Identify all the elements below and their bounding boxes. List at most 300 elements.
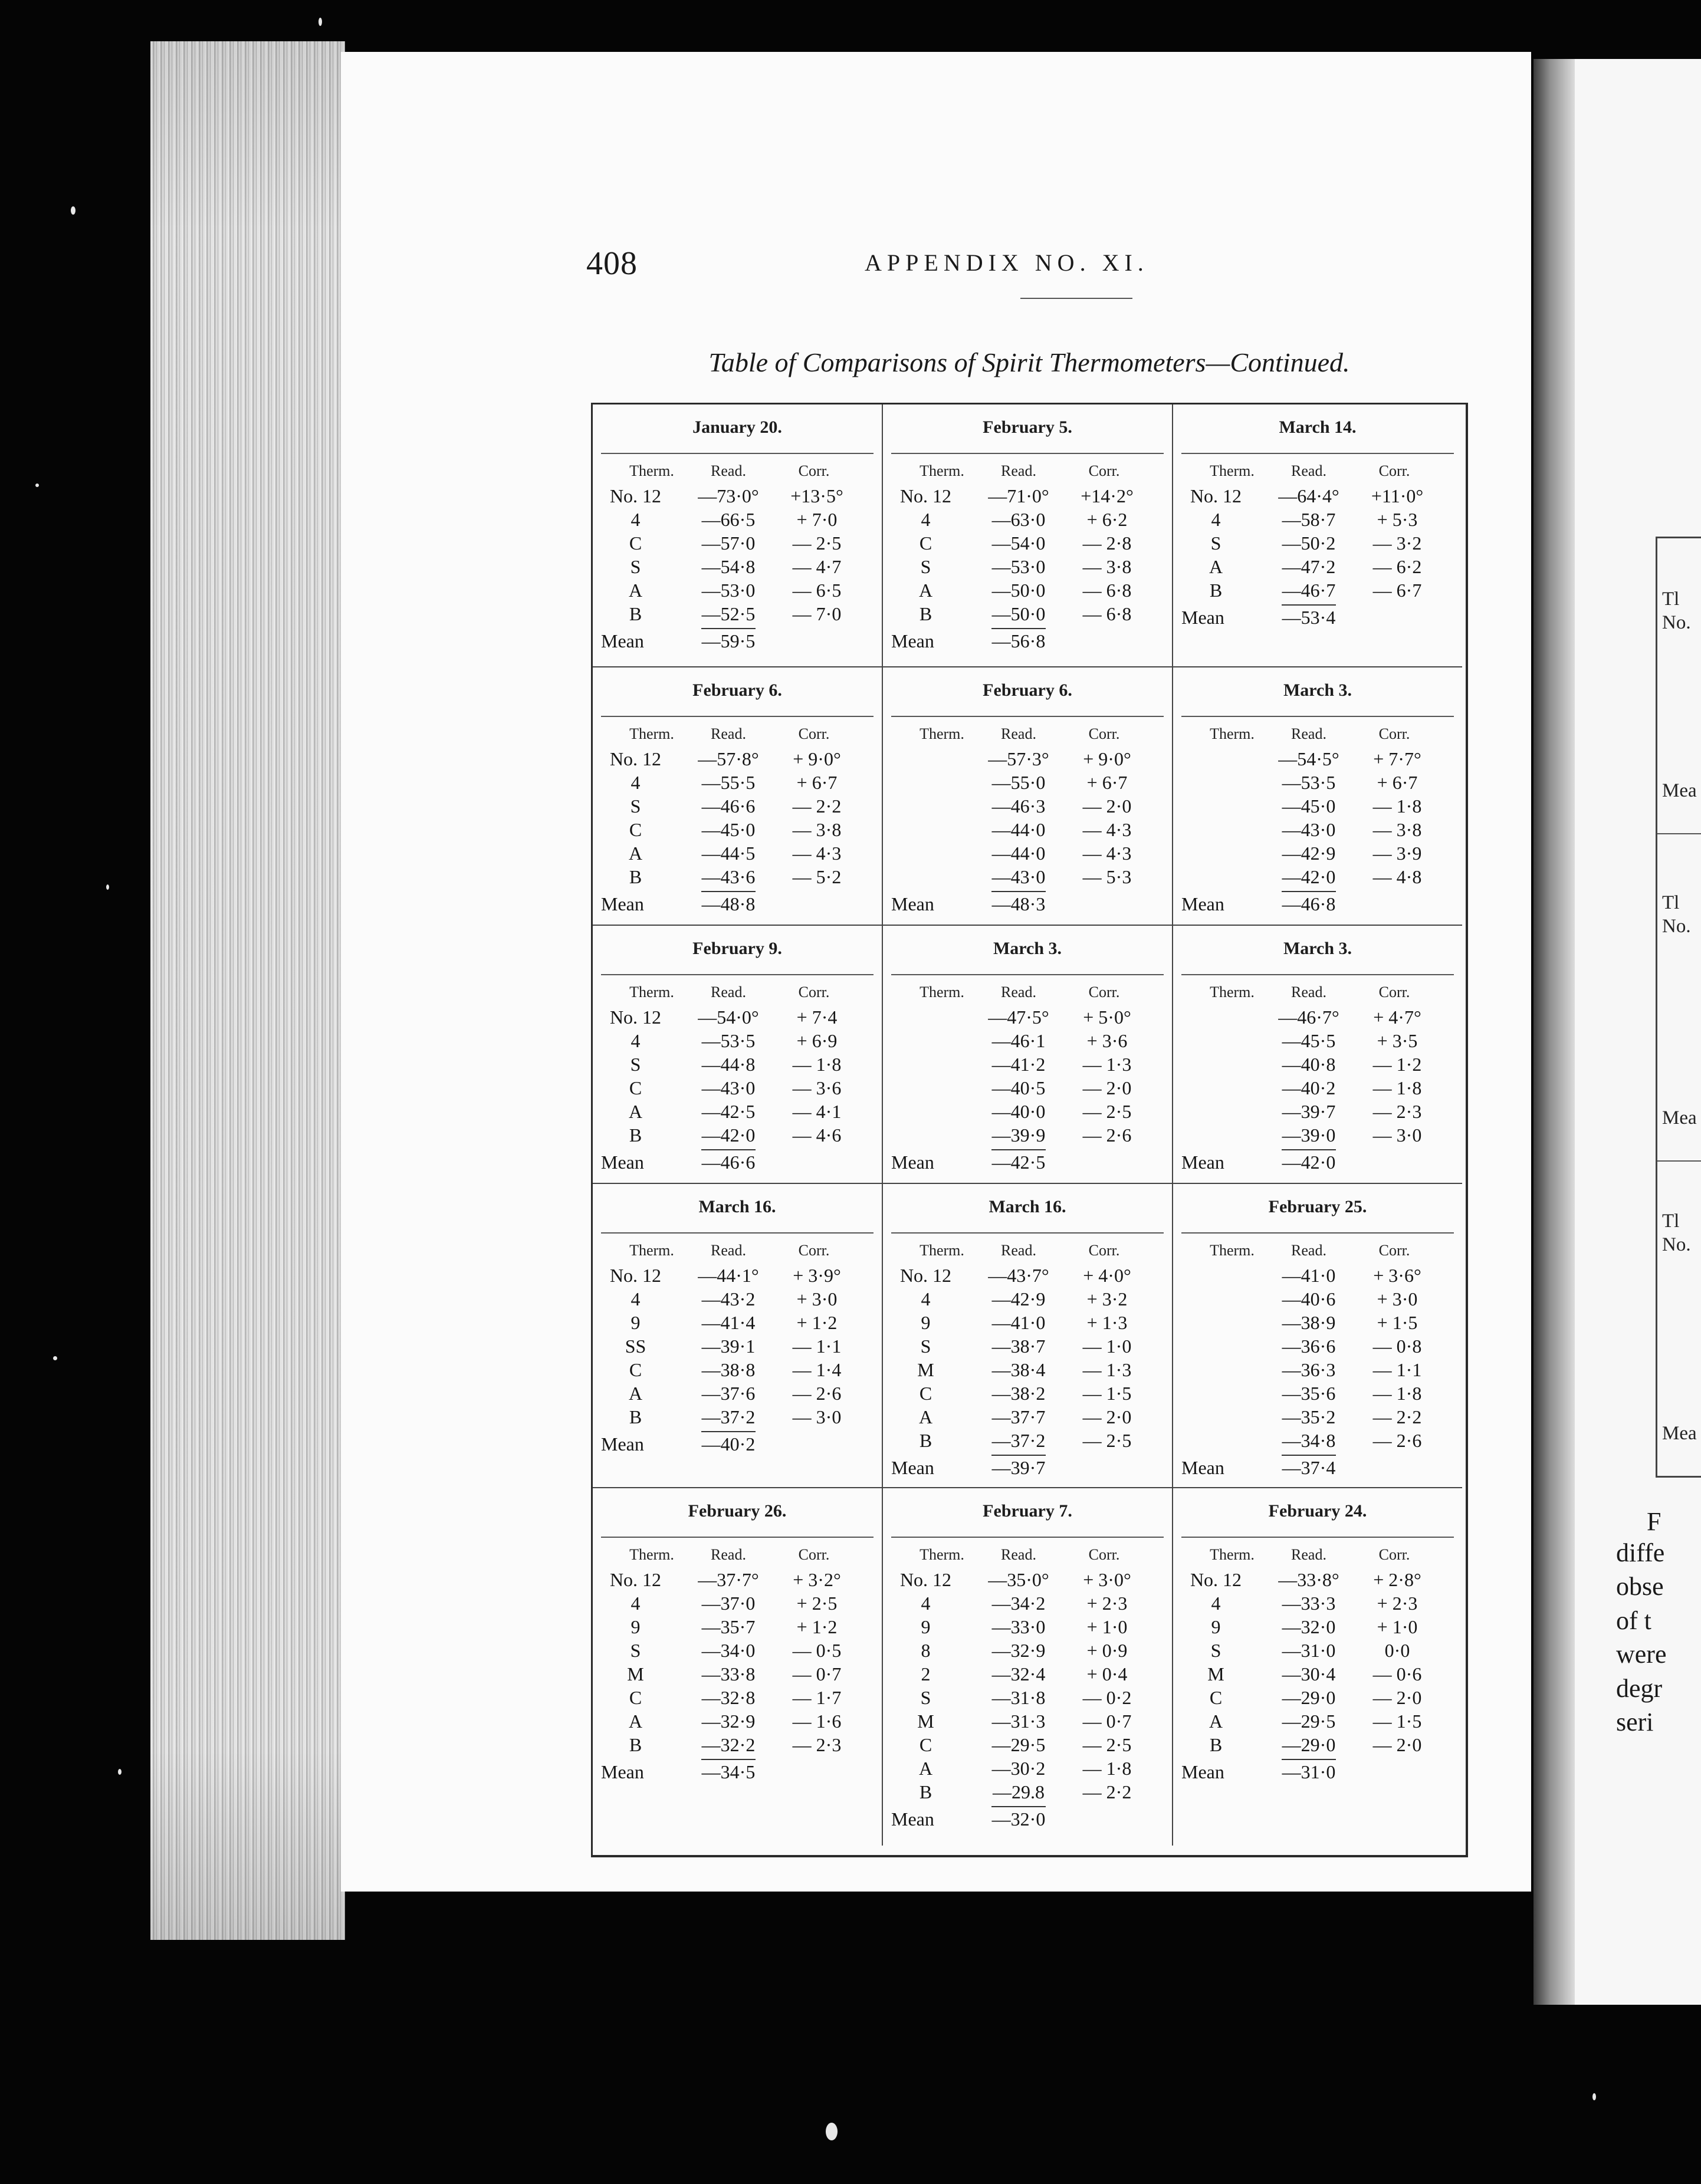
cell-date-title: February 6. (983, 680, 1072, 700)
correction-value: — 2·0 (1082, 1406, 1132, 1428)
column-header-therm: Therm. (1210, 1242, 1255, 1259)
correction-value: + 9·0° (1083, 748, 1131, 769)
table-row (883, 1662, 1172, 1686)
reading-value: —43·0 (701, 1077, 756, 1098)
cell-title-rule (1181, 974, 1454, 975)
correction-value: — 6·7 (1372, 580, 1422, 601)
table-row (883, 1311, 1172, 1334)
column-header-therm: Therm. (629, 984, 674, 1001)
correction-value: — 2·3 (1372, 1101, 1422, 1122)
comparison-cell (883, 1184, 1173, 1488)
correction-value: — 1·2 (1372, 1054, 1422, 1075)
cell-date-title: January 20. (692, 417, 782, 437)
fragment-text: of t (1616, 1606, 1651, 1635)
table-row (1173, 1429, 1462, 1452)
correction-value: + 3·0 (1377, 1288, 1418, 1310)
thermometer-id: No. 12 (1190, 1569, 1242, 1590)
correction-value: + 2·3 (1086, 1593, 1128, 1614)
table-row (883, 1733, 1172, 1757)
reading-value: —57·3° (988, 748, 1049, 769)
reading-value: —46·3 (991, 795, 1046, 817)
correction-value: — 0·2 (1082, 1687, 1132, 1708)
mean-row (883, 628, 1172, 654)
correction-value: +11·0° (1371, 485, 1424, 506)
table-row (1173, 1591, 1462, 1615)
table-row (1173, 1311, 1462, 1334)
fragment-text: Tl (1662, 892, 1680, 913)
fragment-text: Tl (1662, 1211, 1680, 1232)
reading-value: —32·8 (701, 1687, 756, 1708)
fragment-text: F (1647, 1507, 1661, 1536)
thermometer-id: S (630, 1054, 641, 1075)
table-row (1173, 508, 1462, 531)
correction-value: — 6·2 (1372, 556, 1422, 577)
reading-value: —29·0 (1282, 1687, 1336, 1708)
comparison-cell (883, 667, 1173, 926)
table-row (593, 1311, 882, 1334)
fragment-text: Tl (1662, 588, 1680, 610)
reading-value: —40·8 (1282, 1054, 1336, 1075)
mean-row (1173, 1149, 1462, 1175)
reading-value: —32·9 (701, 1711, 756, 1732)
reading-value: —47·2 (1282, 556, 1336, 577)
thermometer-id: C (629, 819, 642, 840)
table-row (883, 1100, 1172, 1123)
cell-rows (593, 747, 882, 889)
fragment-text: degr (1616, 1674, 1663, 1703)
reading-value: —43·6 (701, 866, 756, 887)
fragment-text: Mea (1662, 1107, 1697, 1129)
comparison-cell (1173, 667, 1462, 926)
mean-row (593, 891, 882, 917)
comparison-cell (883, 1488, 1173, 1846)
reading-value: —42·0 (701, 1124, 756, 1146)
table-row (1173, 1733, 1462, 1757)
table-row (593, 865, 882, 889)
table-row (883, 865, 1172, 889)
reading-value: —37·7° (698, 1569, 759, 1590)
thermometer-id: A (918, 580, 933, 601)
mean-row (883, 891, 1172, 917)
correction-value: — 2·0 (1082, 795, 1132, 817)
reading-value: —43·7° (988, 1265, 1049, 1286)
reading-value: —47·5° (988, 1007, 1049, 1028)
table-row (593, 1382, 882, 1405)
correction-value: — 3·8 (1082, 556, 1132, 577)
facing-page-table-fragment (1656, 537, 1701, 1478)
table-row (1173, 531, 1462, 555)
thermometer-id: B (919, 1430, 932, 1451)
table-row (883, 1334, 1172, 1358)
reading-value: —38·8 (701, 1359, 756, 1380)
column-header-therm: Therm. (920, 1242, 964, 1259)
correction-value: — 3·9 (1372, 843, 1422, 864)
fragment-text: No. (1662, 916, 1691, 937)
reading-value: —50·0 (991, 603, 1046, 624)
table-row (883, 531, 1172, 555)
table-row (1173, 1382, 1462, 1405)
correction-value: + 0·4 (1086, 1663, 1128, 1685)
correction-value: — 2·0 (1372, 1734, 1422, 1755)
thermometer-id: A (628, 580, 643, 601)
reading-value: —29·0 (1282, 1734, 1336, 1755)
table-row (1173, 578, 1462, 602)
correction-value: + 3·5 (1377, 1030, 1418, 1051)
mean-label: Mean (601, 630, 644, 652)
reading-value: —30·2 (991, 1758, 1046, 1779)
column-header-read: Read. (1001, 462, 1036, 479)
cell-rows (883, 1264, 1172, 1452)
mean-label: Mean (891, 1808, 934, 1830)
thermometer-id: No. 12 (899, 1265, 952, 1286)
correction-value: + 7·7° (1373, 748, 1421, 769)
reading-value: —40·5 (991, 1077, 1046, 1098)
cell-date-title: March 16. (698, 1197, 776, 1216)
reading-value: —39·9 (991, 1124, 1046, 1146)
table-row (883, 1429, 1172, 1452)
cell-date-title: March 16. (989, 1197, 1066, 1216)
reading-value: —44·0 (991, 819, 1046, 840)
cell-rows (883, 1568, 1172, 1804)
table-row (1173, 1076, 1462, 1100)
table-row (1173, 1709, 1462, 1733)
correction-value: — 1·3 (1082, 1054, 1132, 1075)
reading-value: —46·1 (991, 1030, 1046, 1051)
mean-label: Mean (1181, 1761, 1224, 1782)
cell-title-rule (1181, 453, 1454, 454)
reading-value: —42·0 (1282, 866, 1336, 887)
thermometer-id: C (919, 1383, 932, 1404)
table-row (593, 1662, 882, 1686)
correction-value: + 3·0° (1083, 1569, 1131, 1590)
thermometer-id: S (1210, 1640, 1221, 1661)
correction-value: — 2·5 (1082, 1734, 1132, 1755)
cell-date-title: March 3. (1283, 939, 1352, 958)
reading-value: —40·2 (1282, 1077, 1336, 1098)
correction-value: — 1·1 (792, 1336, 842, 1357)
cell-title-rule (601, 974, 874, 975)
reading-value: —39·0 (1282, 1124, 1336, 1146)
correction-value: + 1·0 (1377, 1616, 1418, 1637)
thermometer-id: A (918, 1758, 933, 1779)
correction-value: — 1·0 (1082, 1336, 1132, 1357)
mean-value: —48·8 (687, 891, 770, 917)
table-row (883, 555, 1172, 578)
column-header-corr: Corr. (1378, 1546, 1410, 1563)
reading-value: —30·4 (1282, 1663, 1336, 1685)
thermometer-id: A (1209, 1711, 1223, 1732)
column-header-read: Read. (1291, 725, 1326, 742)
column-header-therm: Therm. (1210, 984, 1255, 1001)
cell-rows (1173, 747, 1462, 889)
cell-rows (883, 484, 1172, 626)
table-row (593, 531, 882, 555)
correction-value: + 5·3 (1377, 509, 1418, 530)
table-row (593, 1287, 882, 1311)
table-row (1173, 1662, 1462, 1686)
thermometer-id: 4 (921, 1593, 931, 1614)
correction-value: — 4·3 (792, 843, 842, 864)
thermometer-id: M (627, 1663, 644, 1685)
mean-row (1173, 604, 1462, 630)
table-row (883, 1005, 1172, 1029)
reading-value: —53·0 (991, 556, 1046, 577)
reading-value: —41·2 (991, 1054, 1046, 1075)
table-row (593, 1709, 882, 1733)
comparison-cell (593, 926, 883, 1184)
correction-value: + 1·2 (796, 1616, 838, 1637)
thermometer-id: 4 (1211, 509, 1221, 530)
table-row (593, 794, 882, 818)
thermometer-comparison-table (591, 403, 1468, 1857)
thermometer-id: M (917, 1359, 934, 1380)
thermometer-id: S (1210, 532, 1221, 554)
cell-title-rule (1181, 1232, 1454, 1234)
table-row (593, 1264, 882, 1287)
correction-value: — 1·8 (1372, 795, 1422, 817)
cell-title-rule (891, 1232, 1164, 1234)
mean-value: —37·4 (1267, 1455, 1350, 1481)
reading-value: —50·2 (1282, 532, 1336, 554)
cell-title-rule (1181, 1537, 1454, 1538)
column-header-therm: Therm. (920, 725, 964, 742)
thermometer-id: S (630, 1640, 641, 1661)
fragment-text: No. (1662, 612, 1691, 633)
cell-date-title: February 25. (1268, 1197, 1367, 1216)
cell-rows (1173, 1005, 1462, 1147)
correction-value: + 3·6 (1086, 1030, 1128, 1051)
mean-value: —39·7 (977, 1455, 1060, 1481)
reading-value: —46·6 (701, 795, 756, 817)
column-header-read: Read. (711, 1242, 746, 1259)
mean-value: —46·8 (1267, 891, 1350, 917)
thermometer-id: M (1207, 1663, 1224, 1685)
column-header-therm: Therm. (1210, 1546, 1255, 1563)
correction-value: + 0·9 (1086, 1640, 1128, 1661)
reading-value: —54·8 (701, 556, 756, 577)
fragment-text: No. (1662, 1234, 1691, 1255)
reading-value: —45·5 (1282, 1030, 1336, 1051)
thermometer-id: A (628, 1383, 643, 1404)
column-header-read: Read. (711, 462, 746, 479)
comparison-cell (1173, 1184, 1462, 1488)
column-header-corr: Corr. (1088, 984, 1120, 1001)
reading-value: —41·0 (1282, 1265, 1336, 1286)
reading-value: —37·0 (701, 1593, 756, 1614)
correction-value: — 2·5 (1082, 1101, 1132, 1122)
reading-value: —37·6 (701, 1383, 756, 1404)
table-row (1173, 1052, 1462, 1076)
correction-value: — 1·5 (1082, 1383, 1132, 1404)
cell-title-rule (601, 1537, 874, 1538)
column-header-corr: Corr. (1088, 462, 1120, 479)
correction-value: + 9·0° (793, 748, 841, 769)
thermometer-id: S (920, 1687, 931, 1708)
table-row (593, 1123, 882, 1147)
comparison-cell (883, 926, 1173, 1184)
correction-value: — 2·3 (792, 1734, 842, 1755)
column-header-read: Read. (1291, 1242, 1326, 1259)
table-row (593, 555, 882, 578)
correction-value: + 3·0 (796, 1288, 838, 1310)
reading-value: —33·8 (701, 1663, 756, 1685)
correction-value: — 0·6 (1372, 1663, 1422, 1685)
comparison-cell (593, 1488, 883, 1846)
column-header-corr: Corr. (1378, 462, 1410, 479)
comparison-cell (593, 1184, 883, 1488)
table-row (1173, 1568, 1462, 1591)
correction-value: — 4·8 (1372, 866, 1422, 887)
correction-value: — 2·6 (1082, 1124, 1132, 1146)
reading-value: —43·2 (701, 1288, 756, 1310)
reading-value: —29·5 (991, 1734, 1046, 1755)
correction-value: — 1·8 (792, 1054, 842, 1075)
table-row (883, 1029, 1172, 1052)
mean-row (1173, 1759, 1462, 1785)
thermometer-id: B (629, 866, 642, 887)
correction-value: — 1·6 (792, 1711, 842, 1732)
reading-value: —31·8 (991, 1687, 1046, 1708)
correction-value: + 6·7 (1377, 772, 1418, 793)
column-header-corr: Corr. (1378, 1242, 1410, 1259)
column-header-therm: Therm. (629, 1546, 674, 1563)
correction-value: +13·5° (790, 485, 843, 506)
table-row (593, 1005, 882, 1029)
mean-label: Mean (891, 893, 934, 915)
correction-value: — 0·8 (1372, 1336, 1422, 1357)
correction-value: + 6·7 (796, 772, 838, 793)
table-row (883, 1358, 1172, 1382)
column-header-therm: Therm. (920, 1546, 964, 1563)
correction-value: — 3·2 (1372, 532, 1422, 554)
cell-title-rule (891, 974, 1164, 975)
thermometer-id: A (628, 843, 643, 864)
column-header-therm: Therm. (629, 462, 674, 479)
column-header-therm: Therm. (629, 1242, 674, 1259)
table-row (883, 1709, 1172, 1733)
column-header-read: Read. (1291, 462, 1326, 479)
table-row (1173, 818, 1462, 841)
correction-value: + 3·6° (1373, 1265, 1421, 1286)
fragment-text: diffe (1616, 1538, 1665, 1567)
thermometer-id: M (917, 1711, 934, 1732)
book-fore-edge (150, 41, 345, 1940)
mean-row (593, 1149, 882, 1175)
thermometer-id: No. 12 (1190, 485, 1242, 506)
table-row (883, 1287, 1172, 1311)
correction-value: + 1·3 (1086, 1312, 1128, 1333)
correction-value: — 6·8 (1082, 580, 1132, 601)
reading-value: —31·3 (991, 1711, 1046, 1732)
reading-value: —54·0° (698, 1007, 759, 1028)
column-header-read: Read. (1001, 1242, 1036, 1259)
reading-value: —40·0 (991, 1101, 1046, 1122)
table-row (1173, 1287, 1462, 1311)
correction-value: — 1·4 (792, 1359, 842, 1380)
table-row (883, 1405, 1172, 1429)
running-head: APPENDIX NO. XI. (865, 249, 1149, 276)
reading-value: —42·9 (991, 1288, 1046, 1310)
cell-rows (593, 1005, 882, 1147)
reading-value: —33·0 (991, 1616, 1046, 1637)
correction-value: — 4·3 (1082, 843, 1132, 864)
cell-title-rule (601, 453, 874, 454)
table-row (883, 602, 1172, 626)
column-header-corr: Corr. (1378, 984, 1410, 1001)
table-row (883, 1686, 1172, 1709)
reading-value: —44·1° (698, 1265, 759, 1286)
thermometer-id: No. 12 (609, 748, 662, 769)
column-header-read: Read. (1001, 984, 1036, 1001)
thermometer-id: C (629, 1359, 642, 1380)
reading-value: —44·8 (701, 1054, 756, 1075)
mean-label: Mean (601, 1761, 644, 1782)
mean-label: Mean (1181, 1152, 1224, 1173)
table-row (593, 841, 882, 865)
table-row (1173, 555, 1462, 578)
thermometer-id: A (918, 1406, 933, 1428)
thermometer-id: 4 (631, 772, 641, 793)
reading-value: —36·3 (1282, 1359, 1336, 1380)
thermometer-id: 9 (921, 1616, 931, 1637)
correction-value: — 1·8 (1372, 1383, 1422, 1404)
thermometer-id: A (1209, 556, 1223, 577)
table-row (883, 1615, 1172, 1639)
cell-date-title: February 7. (983, 1501, 1072, 1521)
reading-value: —66·5 (701, 509, 756, 530)
correction-value: + 6·9 (796, 1030, 838, 1051)
reading-value: —32·9 (991, 1640, 1046, 1661)
column-header-corr: Corr. (798, 725, 830, 742)
thermometer-id: A (628, 1711, 643, 1732)
thermometer-id: C (629, 1077, 642, 1098)
reading-value: —38·7 (991, 1336, 1046, 1357)
comparison-cell (593, 667, 883, 926)
table-row (593, 1568, 882, 1591)
table-row (883, 1757, 1172, 1780)
correction-value: + 4·0° (1083, 1265, 1131, 1286)
mean-row (593, 1759, 882, 1785)
column-header-read: Read. (1001, 725, 1036, 742)
thermometer-id: 9 (921, 1312, 931, 1333)
fragment-text: seri (1616, 1708, 1654, 1736)
table-row (883, 578, 1172, 602)
reading-value: —40·6 (1282, 1288, 1336, 1310)
fragment-text: Mea (1662, 780, 1697, 801)
reading-value: —34·0 (701, 1640, 756, 1661)
reading-value: —33·8° (1278, 1569, 1339, 1590)
thermometer-id: 4 (631, 509, 641, 530)
mean-row (593, 628, 882, 654)
reading-value: —35·0° (988, 1569, 1049, 1590)
table-row (593, 747, 882, 771)
table-row (593, 508, 882, 531)
mean-row (1173, 1455, 1462, 1481)
thermometer-id: S (630, 556, 641, 577)
mean-row (883, 1455, 1172, 1481)
thermometer-id: S (920, 1336, 931, 1357)
mean-value: —42·5 (977, 1149, 1060, 1175)
table-row (883, 794, 1172, 818)
thermometer-id: S (630, 795, 641, 817)
table-row (883, 1123, 1172, 1147)
column-header-therm: Therm. (629, 725, 674, 742)
table-row (1173, 1615, 1462, 1639)
mean-value: —40·2 (687, 1431, 770, 1457)
correction-value: + 1·0 (1086, 1616, 1128, 1637)
thermometer-id: 4 (1211, 1593, 1221, 1614)
mean-value: —59·5 (687, 628, 770, 654)
